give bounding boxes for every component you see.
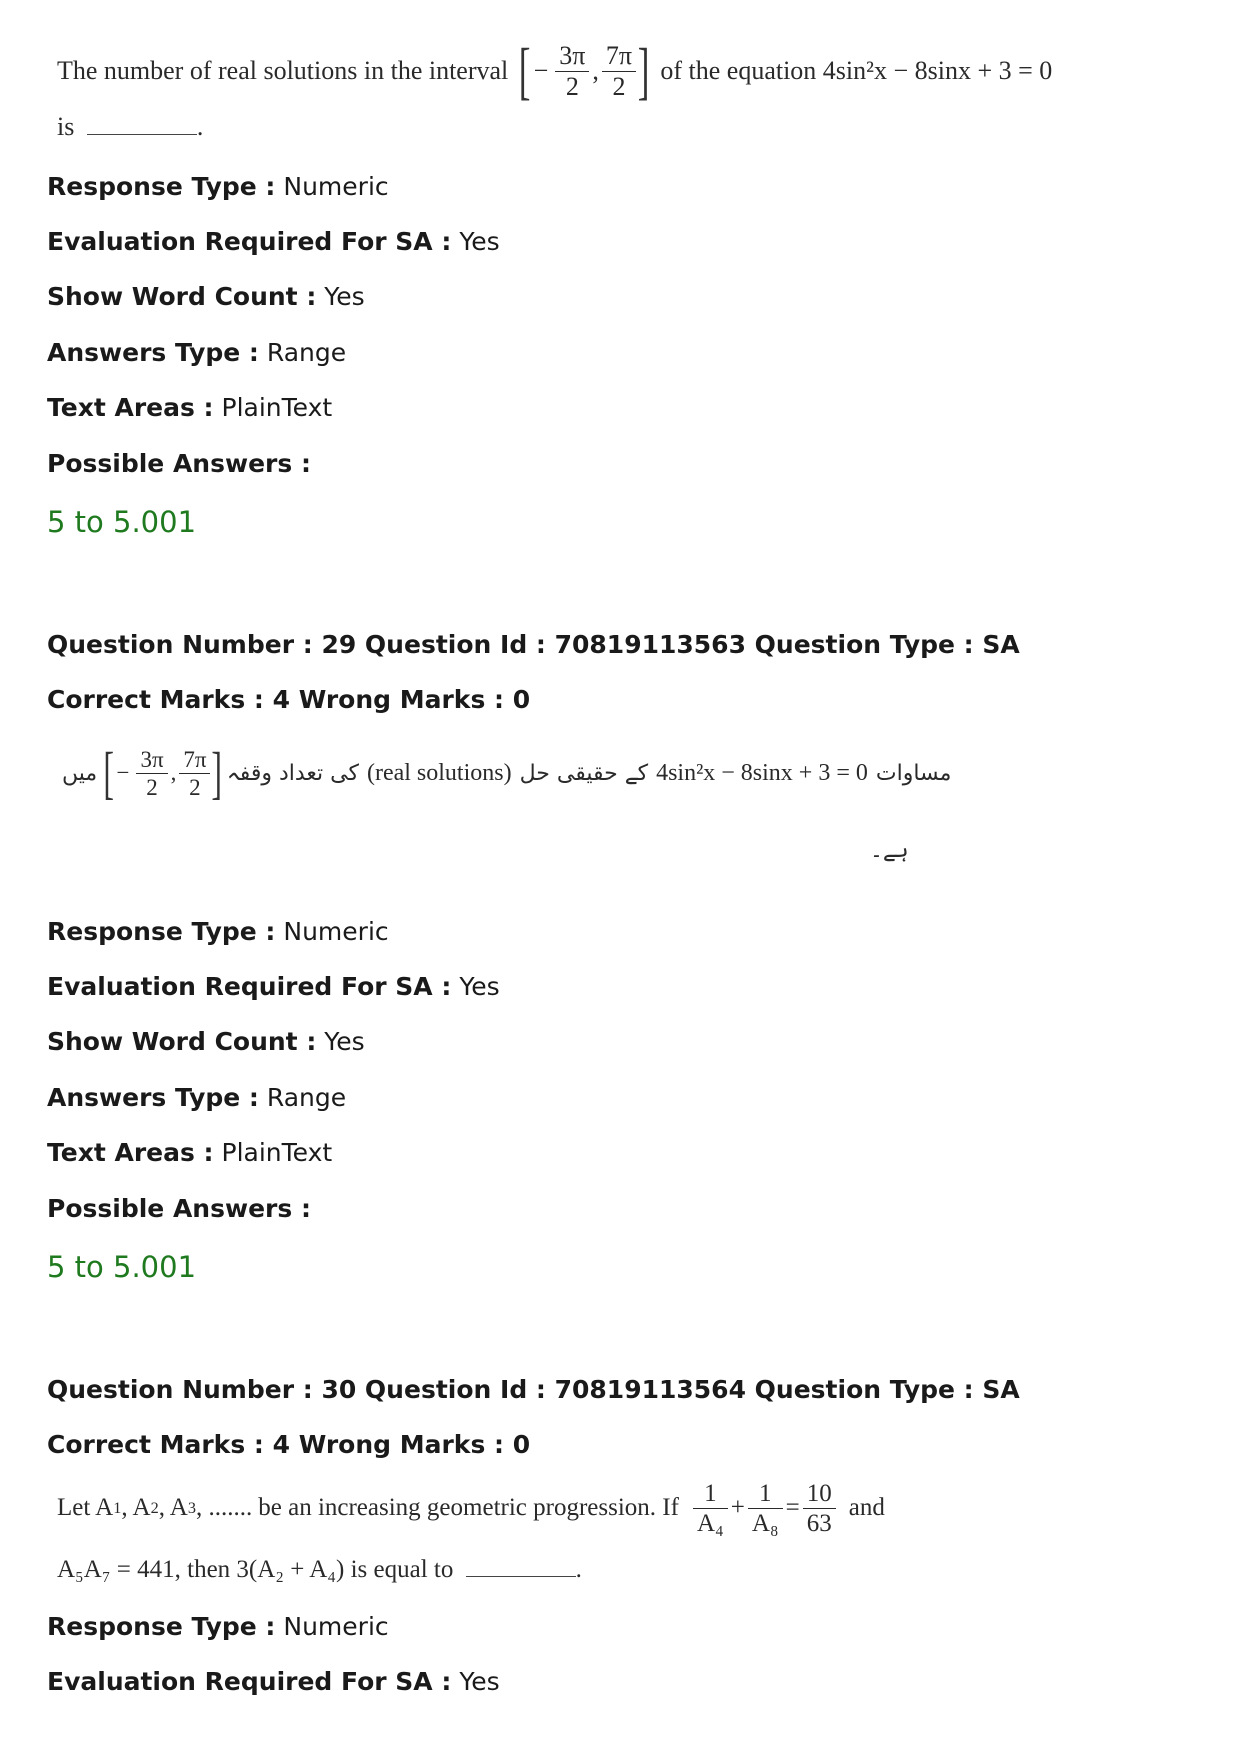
q30-response-type: Response Type : Numeric <box>47 1612 389 1641</box>
answer-blank <box>87 134 197 135</box>
q29-urdu-question-line1 <box>52 738 952 808</box>
q30-question-line2: A₅A₇ = 441, then 3(A₂ + A₄) is equal to . <box>57 1556 582 1583</box>
q30-let-a: Let A <box>57 1494 114 1521</box>
q28-answers-type: Answers Type : Range <box>47 338 347 367</box>
q29-urdu-count: کی تعداد وقفہ <box>226 760 359 786</box>
q29-urdu-in: میں <box>62 760 98 786</box>
q29-show-word-count: Show Word Count : Yes <box>47 1027 365 1056</box>
q29-urdu-prefix: مساوات <box>875 760 952 786</box>
q28-minus-sign: − <box>533 56 549 85</box>
q29-header: Question Number : 29 Question Id : 70819113563 Question Type : SA <box>47 630 1020 659</box>
q29-text-areas: Text Areas : PlainText <box>47 1138 333 1167</box>
q29-real-solutions: (real solutions) <box>366 759 512 786</box>
q29-equation: 4sin²x − 8sinx + 3 = 0 <box>656 759 868 786</box>
q29-interval: [ − $\frac{3\pi}{2}$ , $\frac{7\pi}{2}$ ] <box>103 740 223 805</box>
q30-fraction-1-over-a8: $\frac{1}{\text{A₈}}$ <box>748 1479 783 1538</box>
q30-text-gp: be an increasing geometric progression. If <box>258 1494 679 1521</box>
q29-possible-answers: Possible Answers : <box>47 1194 311 1223</box>
q28-text-is: is <box>57 112 75 141</box>
q29-evaluation-required: Evaluation Required For SA : Yes <box>47 972 500 1001</box>
q28-question-line1: The number of real solutions in the interval [ − $\frac{3\pi}{2}$ , $\frac{7\pi}{2}$ ] of the equation 4sin²x − 8sinx + 3 = 0 <box>57 35 1053 106</box>
q29-answer-range: 5 to 5.001 <box>47 1250 197 1284</box>
q28-possible-answers: Possible Answers : <box>47 449 311 478</box>
left-bracket: [ <box>103 740 115 805</box>
left-bracket: [ <box>519 35 531 106</box>
q30-word-and: and <box>848 1494 885 1521</box>
q30-fraction-10-over-63: $\frac{10}{63}$ <box>803 1479 836 1538</box>
q28-text-after: of the equation 4sin²x − 8sinx + 3 = 0 <box>660 56 1053 85</box>
q29-response-type: Response Type : Numeric <box>47 917 389 946</box>
q28-question-line2: is . <box>57 112 204 141</box>
right-bracket: ] <box>211 740 223 805</box>
q30-question-line1: Let A 1 , A 2 , A 3 , ....... be an increasing geometric progression. If $\frac{1}{\text{A₄}}$ + $\frac{1}{\text{A₈}}$ = $\frac{10}{63}$ and <box>57 1479 885 1537</box>
q30-header: Question Number : 30 Question Id : 70819113564 Question Type : SA <box>47 1375 1020 1404</box>
q29-answers-type: Answers Type : Range <box>47 1083 347 1112</box>
q30-line2-text: A₅A₇ = 441, then 3(A₂ + A₄) is equal to <box>57 1556 454 1583</box>
q29-marks: Correct Marks : 4 Wrong Marks : 0 <box>47 685 531 714</box>
q29-urdu-end: ہے۔ <box>870 838 909 863</box>
answer-blank <box>466 1576 576 1577</box>
q30-marks: Correct Marks : 4 Wrong Marks : 0 <box>47 1430 531 1459</box>
q28-text-areas: Text Areas : PlainText <box>47 393 333 422</box>
q28-evaluation-required: Evaluation Required For SA : Yes <box>47 227 500 256</box>
q28-answer-range: 5 to 5.001 <box>47 505 197 539</box>
q30-evaluation-required: Evaluation Required For SA : Yes <box>47 1667 500 1696</box>
q28-response-type: Response Type : Numeric <box>47 172 389 201</box>
right-bracket: ] <box>637 35 650 106</box>
q29-urdu-mid: کے حقیقی حل <box>519 760 649 786</box>
q30-fraction-1-over-a4: $\frac{1}{\text{A₄}}$ <box>693 1479 728 1538</box>
q28-text-before: The number of real solutions in the interval <box>57 56 509 85</box>
q28-show-word-count: Show Word Count : Yes <box>47 282 365 311</box>
q28-fraction-left: $\frac{3\pi}{2}$ <box>555 41 589 102</box>
q28-fraction-right: $\frac{7\pi}{2}$ <box>602 41 636 102</box>
